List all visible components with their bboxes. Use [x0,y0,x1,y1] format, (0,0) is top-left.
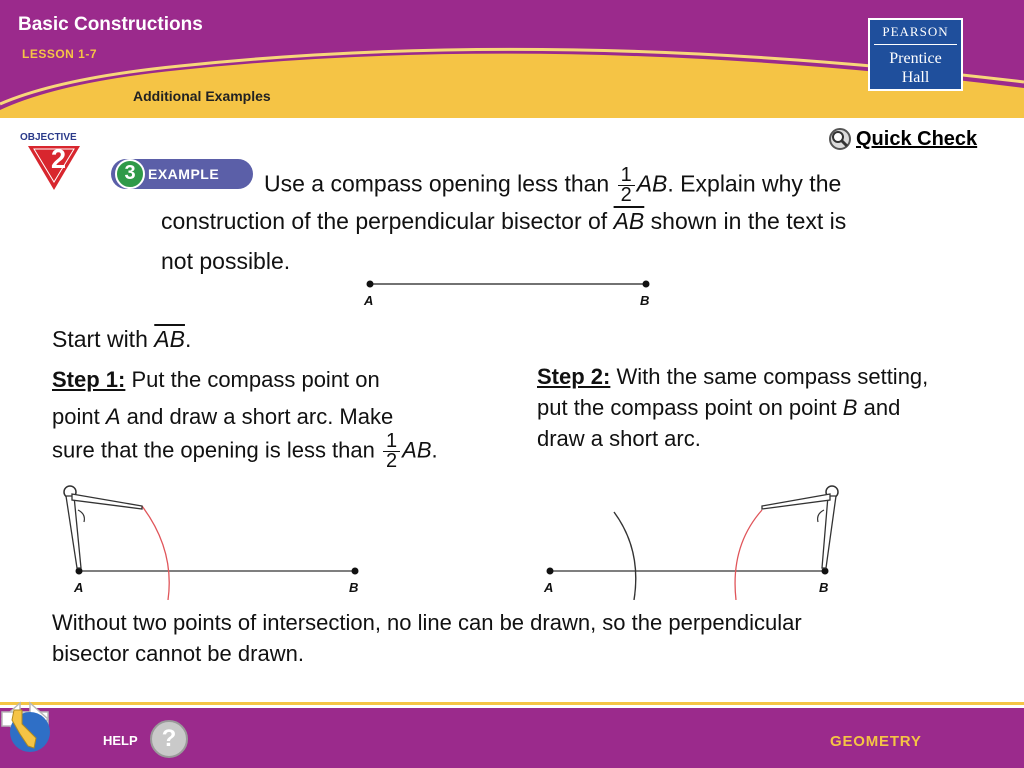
step2-text-2: put the compass point on point [537,395,837,420]
point-b-dot [643,281,650,288]
step1-text-2: point [52,404,100,429]
objective-label: OBJECTIVE [20,132,77,143]
fraction-denominator: 2 [620,184,632,206]
diagram2-label-b: B [819,580,829,595]
compass-icon [64,486,142,568]
logo-divider [874,44,957,45]
point-a-label: A [364,293,374,308]
segment-ab-label: AB [636,170,668,197]
step2-point-a [547,568,554,575]
conclusion-line-1: Without two points of intersection, no line can be drawn, so the perpendicular [52,610,802,635]
example-number: 3 [124,162,136,184]
problem-text-3: construction of the perpendicular bisector of [161,208,608,234]
help-label: HELP [103,733,138,748]
quick-check-link[interactable] [828,126,977,152]
segment-ab-overline: $\overline{AB}$ [613,208,645,234]
logo-top-text: PEARSON [882,24,949,39]
lesson-title: Basic Constructions [18,14,203,35]
start-segment: $\overline{AB}$ [154,326,185,352]
step2-second-arc [735,510,762,600]
help-button[interactable]: ? [150,720,188,758]
start-line [52,326,191,353]
step2-text-3: and [863,395,901,420]
footer-bar [0,700,1024,768]
logo-line2: Hall [901,69,930,86]
segment-ab-figure [356,276,676,310]
fraction-numerator: 1 [618,166,635,186]
lesson-number: LESSON 1-7 [22,47,98,61]
point-b-label: B [640,293,650,308]
geometry-brand-label: GEOMETRY [830,733,922,750]
conclusion-line-2: bisector cannot be drawn. [52,641,304,666]
step1-diagram [50,480,390,600]
diagram1-label-b: B [349,580,359,595]
start-text: Start with [52,326,148,352]
problem-text-1: Use a compass opening less than [264,170,610,197]
diagram1-label-a: A [74,580,84,595]
header-banner [0,0,1024,118]
step2-text-1: With the same compass setting, [616,364,929,389]
step1-point-a: A [105,404,121,429]
problem-text-2: . Explain why the [667,170,842,197]
objective-badge [18,132,90,194]
logo-line1: Prentice [889,50,942,67]
problem-line-2 [161,208,846,235]
step1-fraction-den: 2 [386,450,398,472]
diagram2-label-a: A [544,580,554,595]
problem-line-3: not possible. [161,248,291,274]
step1-fraction [383,432,400,471]
point-a-dot [367,281,374,288]
step2-diagram [530,480,860,600]
fraction-one-half [618,166,635,205]
step1-label: Step 1: [52,367,126,392]
quick-check-label: Quick Check [856,127,978,150]
california-globe-icon [0,700,52,754]
step2-line-1 [537,364,928,390]
step2-first-arc [614,512,636,600]
step2-line-3: draw a short arc. [537,426,701,451]
step2-point-b: B [842,395,858,420]
section-subtitle: Additional Examples [133,88,271,104]
compass-icon [762,486,838,568]
step2-line-2 [537,395,900,421]
example-label: EXAMPLE [148,166,220,182]
step2-label: Step 2: [537,364,611,389]
magnifier-icon [828,127,852,151]
example-badge [110,158,254,190]
step1-arc [142,506,169,600]
step1-line-3 [52,432,438,471]
problem-text-4: shown in the text is [650,208,847,234]
step1-line-2 [52,404,393,430]
step1-fraction-num: 1 [383,432,400,452]
step1-line-1 [52,367,380,393]
step1-text-4: sure that the opening is less than [52,437,375,463]
step1-text-1: Put the compass point on [131,367,380,392]
step1-end: . [431,437,438,463]
pearson-logo [868,18,963,91]
step1-point-b [352,568,359,575]
start-end: . [184,326,192,352]
step1-text-3: and draw a short arc. Make [126,404,394,429]
problem-line-1 [264,166,841,205]
step1-segment: AB [402,437,432,463]
objective-number: 2 [51,144,67,174]
